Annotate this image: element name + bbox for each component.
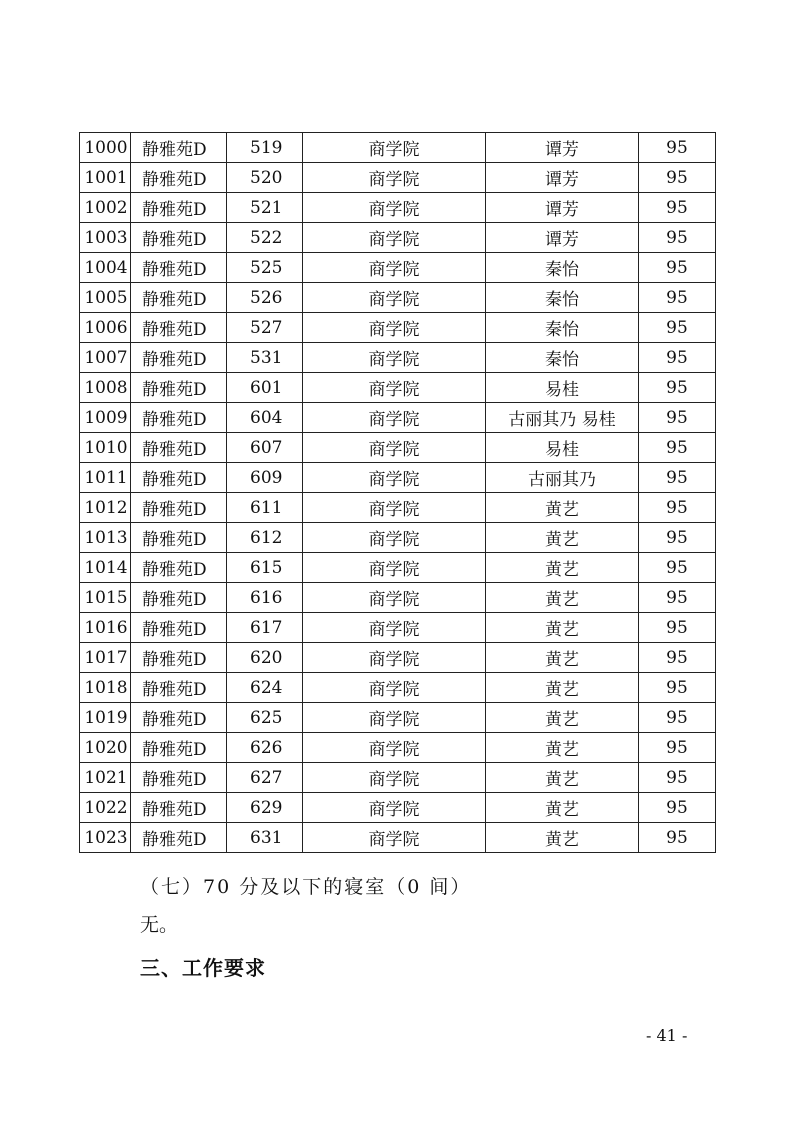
building-cell: 静雅苑D — [131, 733, 227, 763]
score-cell: 95 — [639, 313, 716, 343]
college-cell: 商学院 — [303, 163, 486, 193]
college-cell: 商学院 — [303, 223, 486, 253]
counselor-cell: 黄艺 — [486, 553, 639, 583]
subheading-70-or-below: （七）70 分及以下的寝室（0 间） — [140, 876, 472, 898]
table-row — [80, 463, 716, 493]
room-cell: 526 — [227, 283, 303, 313]
room-cell: 611 — [227, 493, 303, 523]
building-cell: 静雅苑D — [131, 523, 227, 553]
room-cell: 625 — [227, 703, 303, 733]
room-cell: 522 — [227, 223, 303, 253]
room-cell: 616 — [227, 583, 303, 613]
score-cell: 95 — [639, 403, 716, 433]
college-cell: 商学院 — [303, 343, 486, 373]
counselor-cell: 易桂 — [486, 433, 639, 463]
counselor-cell: 黄艺 — [486, 793, 639, 823]
counselor-cell: 谭芳 — [486, 163, 639, 193]
row-number-cell: 1017 — [80, 643, 131, 673]
building-cell: 静雅苑D — [131, 343, 227, 373]
room-cell: 520 — [227, 163, 303, 193]
score-cell: 95 — [639, 583, 716, 613]
row-number-cell: 1018 — [80, 673, 131, 703]
building-cell: 静雅苑D — [131, 703, 227, 733]
building-cell: 静雅苑D — [131, 253, 227, 283]
building-cell: 静雅苑D — [131, 433, 227, 463]
room-cell: 631 — [227, 823, 303, 853]
building-cell: 静雅苑D — [131, 313, 227, 343]
row-number-cell: 1003 — [80, 223, 131, 253]
college-cell: 商学院 — [303, 313, 486, 343]
college-cell: 商学院 — [303, 433, 486, 463]
score-cell: 95 — [639, 823, 716, 853]
room-cell: 617 — [227, 613, 303, 643]
counselor-cell: 黄艺 — [486, 763, 639, 793]
row-number-cell: 1008 — [80, 373, 131, 403]
table-row — [80, 433, 716, 463]
row-number-cell: 1009 — [80, 403, 131, 433]
counselor-cell: 黄艺 — [486, 703, 639, 733]
table-row — [80, 283, 716, 313]
room-cell: 607 — [227, 433, 303, 463]
room-cell: 620 — [227, 643, 303, 673]
college-cell: 商学院 — [303, 373, 486, 403]
score-cell: 95 — [639, 643, 716, 673]
table-row — [80, 523, 716, 553]
college-cell: 商学院 — [303, 193, 486, 223]
counselor-cell: 黄艺 — [486, 643, 639, 673]
score-cell: 95 — [639, 433, 716, 463]
room-cell: 627 — [227, 763, 303, 793]
building-cell: 静雅苑D — [131, 373, 227, 403]
college-cell: 商学院 — [303, 133, 486, 163]
counselor-cell: 黄艺 — [486, 823, 639, 853]
building-cell: 静雅苑D — [131, 403, 227, 433]
row-number-cell: 1020 — [80, 733, 131, 763]
college-cell: 商学院 — [303, 643, 486, 673]
score-cell: 95 — [639, 763, 716, 793]
counselor-cell: 秦怡 — [486, 283, 639, 313]
row-number-cell: 1007 — [80, 343, 131, 373]
counselor-cell: 黄艺 — [486, 493, 639, 523]
row-number-cell: 1006 — [80, 313, 131, 343]
table-row — [80, 493, 716, 523]
row-number-cell: 1010 — [80, 433, 131, 463]
building-cell: 静雅苑D — [131, 673, 227, 703]
row-number-cell: 1021 — [80, 763, 131, 793]
counselor-cell: 黄艺 — [486, 583, 639, 613]
college-cell: 商学院 — [303, 523, 486, 553]
counselor-cell: 秦怡 — [486, 313, 639, 343]
score-cell: 95 — [639, 793, 716, 823]
college-cell: 商学院 — [303, 613, 486, 643]
counselor-cell: 黄艺 — [486, 733, 639, 763]
table-row — [80, 223, 716, 253]
counselor-cell: 谭芳 — [486, 223, 639, 253]
college-cell: 商学院 — [303, 733, 486, 763]
row-number-cell: 1000 — [80, 133, 131, 163]
room-cell: 527 — [227, 313, 303, 343]
table-row — [80, 313, 716, 343]
building-cell: 静雅苑D — [131, 583, 227, 613]
room-cell: 615 — [227, 553, 303, 583]
college-cell: 商学院 — [303, 583, 486, 613]
building-cell: 静雅苑D — [131, 193, 227, 223]
counselor-cell: 黄艺 — [486, 523, 639, 553]
score-cell: 95 — [639, 283, 716, 313]
room-cell: 624 — [227, 673, 303, 703]
row-number-cell: 1012 — [80, 493, 131, 523]
score-cell: 95 — [639, 373, 716, 403]
section-heading-work-requirements: 三、工作要求 — [140, 956, 266, 980]
table-row — [80, 583, 716, 613]
building-cell: 静雅苑D — [131, 133, 227, 163]
room-cell: 531 — [227, 343, 303, 373]
room-cell: 612 — [227, 523, 303, 553]
table-row — [80, 163, 716, 193]
room-cell: 629 — [227, 793, 303, 823]
score-cell: 95 — [639, 163, 716, 193]
score-cell: 95 — [639, 703, 716, 733]
score-cell: 95 — [639, 733, 716, 763]
room-cell: 609 — [227, 463, 303, 493]
row-number-cell: 1023 — [80, 823, 131, 853]
college-cell: 商学院 — [303, 793, 486, 823]
college-cell: 商学院 — [303, 823, 486, 853]
room-cell: 601 — [227, 373, 303, 403]
building-cell: 静雅苑D — [131, 163, 227, 193]
counselor-cell: 秦怡 — [486, 253, 639, 283]
table-row — [80, 673, 716, 703]
building-cell: 静雅苑D — [131, 823, 227, 853]
counselor-cell: 秦怡 — [486, 343, 639, 373]
table-row — [80, 613, 716, 643]
table-row — [80, 793, 716, 823]
row-number-cell: 1005 — [80, 283, 131, 313]
score-cell: 95 — [639, 673, 716, 703]
row-number-cell: 1014 — [80, 553, 131, 583]
building-cell: 静雅苑D — [131, 463, 227, 493]
table-row — [80, 643, 716, 673]
table-row — [80, 823, 716, 853]
table-row — [80, 133, 716, 163]
counselor-cell: 易桂 — [486, 373, 639, 403]
row-number-cell: 1015 — [80, 583, 131, 613]
room-cell: 519 — [227, 133, 303, 163]
score-cell: 95 — [639, 463, 716, 493]
table-row — [80, 343, 716, 373]
score-cell: 95 — [639, 523, 716, 553]
counselor-cell: 黄艺 — [486, 673, 639, 703]
score-cell: 95 — [639, 133, 716, 163]
row-number-cell: 1022 — [80, 793, 131, 823]
score-cell: 95 — [639, 253, 716, 283]
table-row — [80, 703, 716, 733]
table-row — [80, 553, 716, 583]
row-number-cell: 1004 — [80, 253, 131, 283]
table-row — [80, 253, 716, 283]
counselor-cell: 古丽其乃 — [486, 463, 639, 493]
table-body — [80, 133, 716, 853]
row-number-cell: 1002 — [80, 193, 131, 223]
none-paragraph: 无。 — [140, 914, 179, 936]
table-row — [80, 733, 716, 763]
table-row — [80, 403, 716, 433]
room-cell: 521 — [227, 193, 303, 223]
table-row — [80, 763, 716, 793]
page-number: - 41 - — [646, 1026, 688, 1045]
building-cell: 静雅苑D — [131, 613, 227, 643]
counselor-cell: 古丽其乃 易桂 — [486, 403, 639, 433]
counselor-cell: 谭芳 — [486, 133, 639, 163]
college-cell: 商学院 — [303, 553, 486, 583]
college-cell: 商学院 — [303, 493, 486, 523]
building-cell: 静雅苑D — [131, 553, 227, 583]
room-cell: 525 — [227, 253, 303, 283]
row-number-cell: 1019 — [80, 703, 131, 733]
building-cell: 静雅苑D — [131, 643, 227, 673]
score-cell: 95 — [639, 343, 716, 373]
score-cell: 95 — [639, 613, 716, 643]
score-cell: 95 — [639, 493, 716, 523]
row-number-cell: 1013 — [80, 523, 131, 553]
counselor-cell: 黄艺 — [486, 613, 639, 643]
score-cell: 95 — [639, 223, 716, 253]
score-cell: 95 — [639, 193, 716, 223]
row-number-cell: 1011 — [80, 463, 131, 493]
building-cell: 静雅苑D — [131, 493, 227, 523]
score-cell: 95 — [639, 553, 716, 583]
building-cell: 静雅苑D — [131, 223, 227, 253]
building-cell: 静雅苑D — [131, 763, 227, 793]
row-number-cell: 1001 — [80, 163, 131, 193]
college-cell: 商学院 — [303, 283, 486, 313]
building-cell: 静雅苑D — [131, 283, 227, 313]
college-cell: 商学院 — [303, 763, 486, 793]
room-cell: 626 — [227, 733, 303, 763]
building-cell: 静雅苑D — [131, 793, 227, 823]
table-row — [80, 373, 716, 403]
row-number-cell: 1016 — [80, 613, 131, 643]
dormitory-score-table — [79, 132, 716, 853]
college-cell: 商学院 — [303, 703, 486, 733]
college-cell: 商学院 — [303, 403, 486, 433]
counselor-cell: 谭芳 — [486, 193, 639, 223]
college-cell: 商学院 — [303, 673, 486, 703]
room-cell: 604 — [227, 403, 303, 433]
college-cell: 商学院 — [303, 253, 486, 283]
table-row — [80, 193, 716, 223]
college-cell: 商学院 — [303, 463, 486, 493]
